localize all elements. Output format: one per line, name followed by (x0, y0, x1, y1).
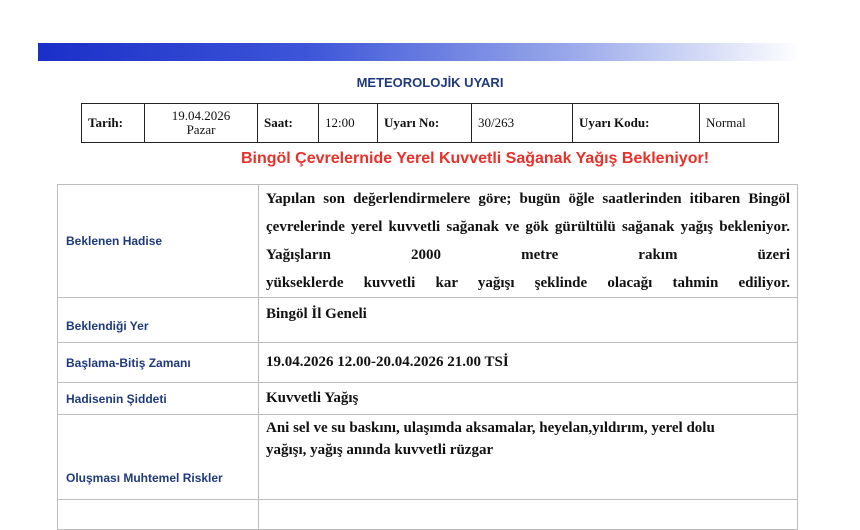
date-value: 19.04.2026 (171, 108, 231, 123)
warning-code-label: Uyarı Kodu: (573, 104, 700, 143)
warning-details-table (57, 184, 798, 530)
empty-cell (259, 500, 798, 530)
table-row (58, 383, 798, 415)
text-line: Yapılan son değerlendirmelere göre; bugün öğle saatlerinden (266, 191, 682, 207)
table-row (58, 415, 798, 500)
row-label: Başlama-Bitiş Zamanı (58, 343, 259, 383)
severity-value: Kuvvetli Yağış (259, 383, 798, 415)
row-label: Oluşması Muhtemel Riskler (58, 415, 259, 500)
row-label: Beklendiği Yer (58, 298, 259, 343)
table-row (58, 343, 798, 383)
header-color-band (38, 43, 800, 61)
day-value: Pazar (186, 122, 216, 137)
document-title: METEOROLOJİK UYARI (356, 75, 504, 90)
text-line: Ani sel ve su baskını, ulaşımda aksamalar, heyelan,yıldırım, yerel dolu (266, 420, 715, 436)
time-label: Saat: (258, 104, 319, 143)
row-label: Hadisenin Şiddeti (58, 383, 259, 415)
expected-location-value: Bingöl İl Geneli (259, 298, 798, 343)
possible-risks-text (259, 415, 798, 500)
text-line: yükseklerde kuvvetli kar yağışı şeklinde olacağı tahmin ediliyor. (266, 275, 790, 291)
table-row (58, 185, 798, 298)
table-row (58, 298, 798, 343)
date-cell (145, 104, 258, 143)
warning-headline: Bingöl Çevrelernide Yerel Kuvvetli Sağanak Yağış Bekleniyor! (240, 150, 710, 167)
warning-info-table (81, 103, 779, 143)
table-row (58, 500, 798, 530)
expected-event-text (259, 185, 798, 298)
time-value: 12:00 (319, 104, 378, 143)
date-label: Tarih: (82, 104, 145, 143)
text-line: itibaren Bingöl çevrelerinde yerel kuvvetli sağanak ve gök gürültülü (266, 191, 790, 235)
warning-no-value: 30/263 (472, 104, 573, 143)
warning-no-label: Uyarı No: (378, 104, 472, 143)
text-line: sağanak yağış bekleniyor. Yağışların 2000 metre rakım üzeri (266, 219, 790, 263)
start-end-time-value: 19.04.2026 12.00-20.04.2026 21.00 TSİ (259, 343, 798, 383)
empty-cell (58, 500, 259, 530)
warning-code-value: Normal (700, 104, 779, 143)
text-line: yağışı, yağış anında kuvvetli rüzgar (266, 442, 494, 458)
row-label: Beklenen Hadise (58, 185, 259, 298)
